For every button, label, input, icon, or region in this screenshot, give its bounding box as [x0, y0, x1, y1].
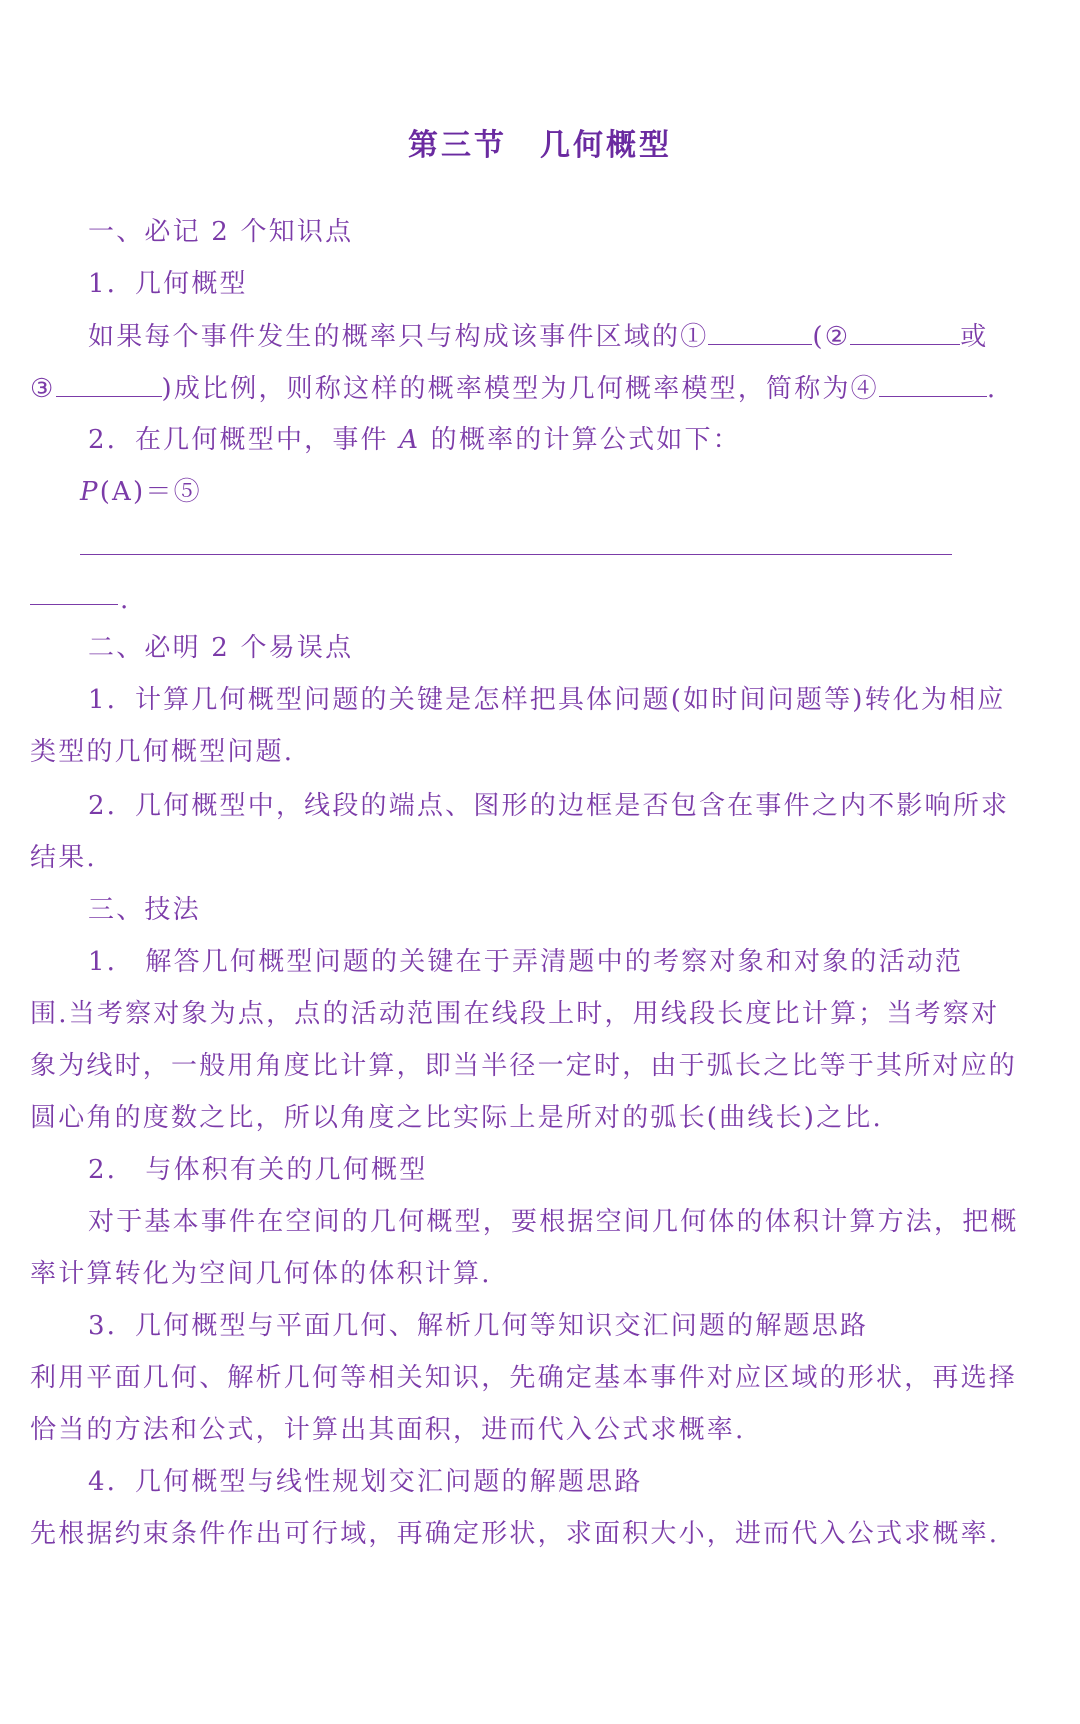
- technique-2-title: 2． 与体积有关的几何概型: [88, 1155, 428, 1185]
- item-2-text-a: 2．在几何概型中，事件: [88, 425, 400, 455]
- technique-4-title: 4．几何概型与线性规划交汇问题的解题思路: [88, 1467, 643, 1497]
- blank-5-line-1: [80, 554, 952, 555]
- item-1-text-e: )成比例，则称这样的概率模型为几何概率模型，简称为④: [161, 374, 879, 404]
- technique-3-title: 3．几何概型与平面几何、解析几何等知识交汇问题的解题思路: [88, 1311, 869, 1341]
- technique-1-line-2: 围.当考察对象为点，点的活动范围在线段上时，用线段长度比计算；当考察对: [30, 999, 1000, 1029]
- section-heading-3: 三、技法: [88, 895, 201, 925]
- section-heading-2: 二、必明 2 个易误点: [88, 633, 354, 663]
- section-heading-1: 一、必记 2 个知识点: [88, 217, 354, 247]
- technique-1-line-3: 象为线时，一般用角度比计算，即当半径一定时，由于弧长之比等于其所对应的: [30, 1051, 1018, 1081]
- formula-p: P: [80, 477, 100, 507]
- page-title: 第三节 几何概型: [408, 128, 672, 163]
- item-1-paragraph-line-2: [30, 368, 1050, 409]
- misconception-1-line-2: 类型的几何概型问题.: [30, 737, 295, 767]
- formula-line: [80, 472, 1080, 512]
- formula-rest: (A)＝⑤: [99, 477, 202, 507]
- item-1-text-c: 或: [960, 322, 989, 352]
- formula-end: .: [120, 585, 131, 615]
- blank-4: [879, 368, 987, 397]
- event-variable: A: [399, 425, 421, 455]
- misconception-2-line-2: 结果.: [30, 843, 97, 873]
- technique-1-line-1: 1． 解答几何概型问题的关键在于弄清题中的考察对象和对象的活动范: [88, 947, 964, 977]
- blank-2: [850, 316, 960, 345]
- technique-2-line-2: 率计算转化为空间几何体的体积计算.: [30, 1259, 492, 1289]
- item-1-paragraph-line-1: [88, 316, 1048, 357]
- technique-1-line-4: 圆心角的度数之比，所以角度之比实际上是所对的弧长(曲线长)之比.: [30, 1103, 883, 1133]
- item-2-line: [88, 420, 1048, 460]
- item-1-text-f: .: [986, 374, 998, 404]
- blank-5-line-2: [30, 604, 118, 605]
- item-1-text-d: ③: [30, 374, 56, 404]
- item-1-text-a: 如果每个事件发生的概率只与构成该事件区域的①: [88, 322, 709, 352]
- misconception-2-line-1: 2．几何概型中，线段的端点、图形的边框是否包含在事件之内不影响所求: [88, 791, 1010, 821]
- item-2-text-b: 的概率的计算公式如下：: [420, 425, 741, 455]
- misconception-1-line-1: 1．计算几何概型问题的关键是怎样把具体问题(如时间问题等)转化为相应: [88, 685, 1006, 715]
- technique-4-line-1: 先根据约束条件作出可行域，再确定形状，求面积大小，进而代入公式求概率.: [30, 1519, 1000, 1549]
- technique-2-line-1: 对于基本事件在空间的几何概型，要根据空间几何体的体积计算方法，把概: [88, 1207, 1019, 1237]
- blank-1: [708, 316, 812, 345]
- item-1-title: 1．几何概型: [88, 269, 248, 299]
- technique-3-line-1: 利用平面几何、解析几何等相关知识，先确定基本事件对应区域的形状，再选择: [30, 1363, 1018, 1393]
- blank-3: [56, 368, 162, 397]
- technique-3-line-2: 恰当的方法和公式，计算出其面积，进而代入公式求概率.: [30, 1415, 746, 1445]
- item-1-text-b: (②: [812, 322, 851, 352]
